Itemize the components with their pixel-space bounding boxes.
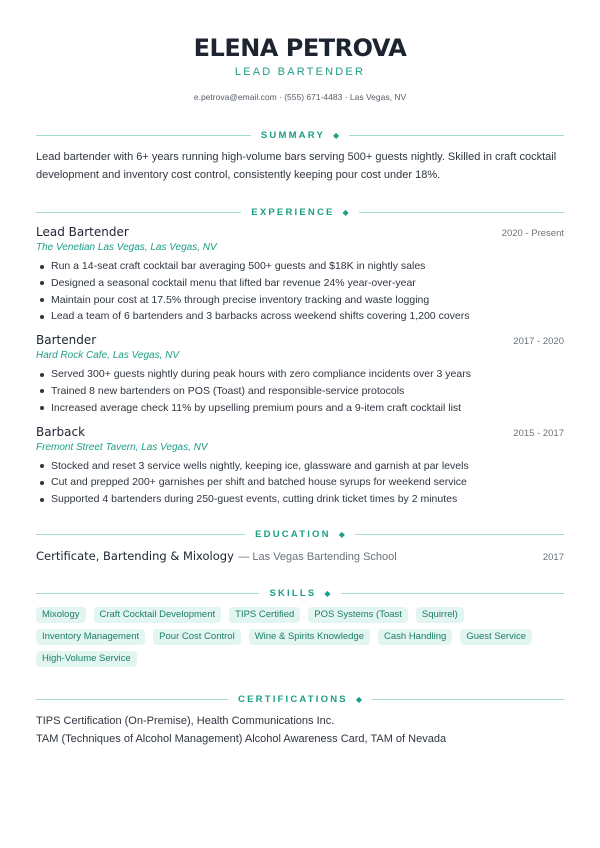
divider — [359, 212, 564, 213]
job-title: Lead Bartender — [36, 225, 129, 239]
job-title: Bartender — [36, 333, 97, 348]
skill-chip: Mixology — [36, 607, 86, 623]
bullet-item: Trained 8 new bartenders on POS (Toast) and responsible-service protocols — [36, 383, 564, 400]
divider — [372, 699, 564, 700]
skill-chip: Wine & Spirits Knowledge — [249, 629, 370, 645]
education-heading — [36, 528, 564, 542]
section-title: SKILLS — [269, 588, 317, 600]
job-dates: 2020 - Present — [501, 228, 564, 239]
skill-chip: High-Volume Service — [36, 651, 137, 667]
candidate-role: LEAD BARTENDER — [234, 66, 366, 78]
job-company: Fremont Street Tavern, Las Vegas, NV — [36, 441, 208, 453]
resume-page — [36, 0, 564, 748]
diamond-icon: ◆ — [355, 695, 362, 705]
skill-chip: Guest Service — [460, 629, 532, 645]
skills-heading — [36, 587, 564, 601]
job-entry — [36, 225, 564, 325]
skill-chip: TIPS Certified — [229, 607, 300, 623]
skill-chip: Inventory Management — [36, 629, 145, 645]
divider — [36, 212, 241, 213]
divider — [341, 593, 564, 594]
candidate-name: ELENA PETROVA — [193, 34, 407, 62]
education-school: — Las Vegas Bartending School — [238, 550, 397, 563]
contact-line: e.petrova@email.com · (555) 671-4483 · Las Vegas, NV — [193, 92, 407, 102]
education-year: 2017 — [542, 551, 564, 563]
bullet-item: Served 300+ guests nightly during peak hours with zero compliance incidents over 3 years — [36, 366, 564, 383]
section-title: SUMMARY — [260, 129, 325, 141]
summary-heading — [36, 128, 564, 142]
job-bullets — [36, 458, 564, 508]
divider — [36, 135, 251, 136]
divider — [355, 534, 564, 535]
divider — [36, 593, 259, 594]
divider — [349, 135, 564, 136]
summary-text: Lead bartender with 6+ years running high-volume bars serving 500+ guests nightly. Skilled in craft cocktail development and inventory cost control, consistently keeping pour cost under 18%. — [36, 151, 557, 181]
job-bullets — [36, 366, 564, 416]
skill-chip: Cash Handling — [378, 629, 452, 645]
skill-chip: Craft Cocktail Development — [94, 607, 222, 623]
job-dates: 2017 - 2020 — [513, 336, 564, 348]
skill-chip: Pour Cost Control — [153, 629, 241, 645]
job-company: The Venetian Las Vegas, Las Vegas, NV — [36, 242, 217, 253]
bullet-item: Stocked and reset 3 service wells nightly, keeping ice, glassware and garnish at par levels — [36, 458, 564, 475]
certifications-list — [36, 712, 564, 748]
diamond-icon: ◆ — [333, 130, 340, 140]
section-title: EXPERIENCE — [251, 206, 335, 218]
job-bullets — [36, 258, 564, 325]
section-title: EDUCATION — [255, 529, 331, 541]
diamond-icon: ◆ — [338, 530, 345, 540]
experience-list — [36, 225, 564, 508]
job-title: Barback — [36, 424, 86, 439]
job-dates: 2015 - 2017 — [513, 427, 564, 439]
education-degree: Certificate, Bartending & Mixology — [36, 548, 234, 563]
job-company: Hard Rock Cafe, Las Vegas, NV — [36, 350, 180, 362]
certification-item: TAM (Techniques of Alcohol Management) Alcohol Awareness Card, TAM of Nevada — [36, 732, 447, 745]
bullet-item: Cut and prepped 200+ garnishes per shift and batched house syrups for weekend service — [36, 474, 564, 491]
bullet-item: Maintain pour cost at 17.5% through precise inventory tracking and waste logging — [36, 292, 564, 309]
section-title: CERTIFICATIONS — [238, 694, 348, 706]
skills-list — [36, 607, 536, 667]
divider — [36, 699, 228, 700]
job-entry — [36, 333, 564, 416]
job-entry — [36, 425, 564, 508]
divider — [36, 534, 245, 535]
diamond-icon: ◆ — [342, 207, 349, 217]
skill-chip: Squirrel) — [416, 607, 464, 623]
diamond-icon: ◆ — [324, 589, 331, 599]
bullet-item: Lead a team of 6 bartenders and 3 barbacks across weekend shifts covering 1,200 covers — [36, 308, 564, 325]
education-entry — [36, 547, 564, 565]
certifications-heading — [36, 693, 564, 707]
bullet-item: Supported 4 bartenders during 250-guest events, cutting drink ticket times by 2 minutes — [36, 491, 564, 508]
skill-chip: POS Systems (Toast — [308, 607, 408, 623]
bullet-item: Run a 14-seat craft cocktail bar averaging 500+ guests and $18K in nightly sales — [36, 258, 564, 275]
bullet-item: Increased average check 11% by upselling premium pours and a 9-item craft cocktail list — [36, 400, 564, 417]
bullet-item: Designed a seasonal cocktail menu that lifted bar revenue 24% year-over-year — [36, 275, 564, 292]
certification-item: TIPS Certification (On-Premise), Health Communications Inc. — [36, 714, 335, 727]
experience-heading — [36, 205, 564, 219]
